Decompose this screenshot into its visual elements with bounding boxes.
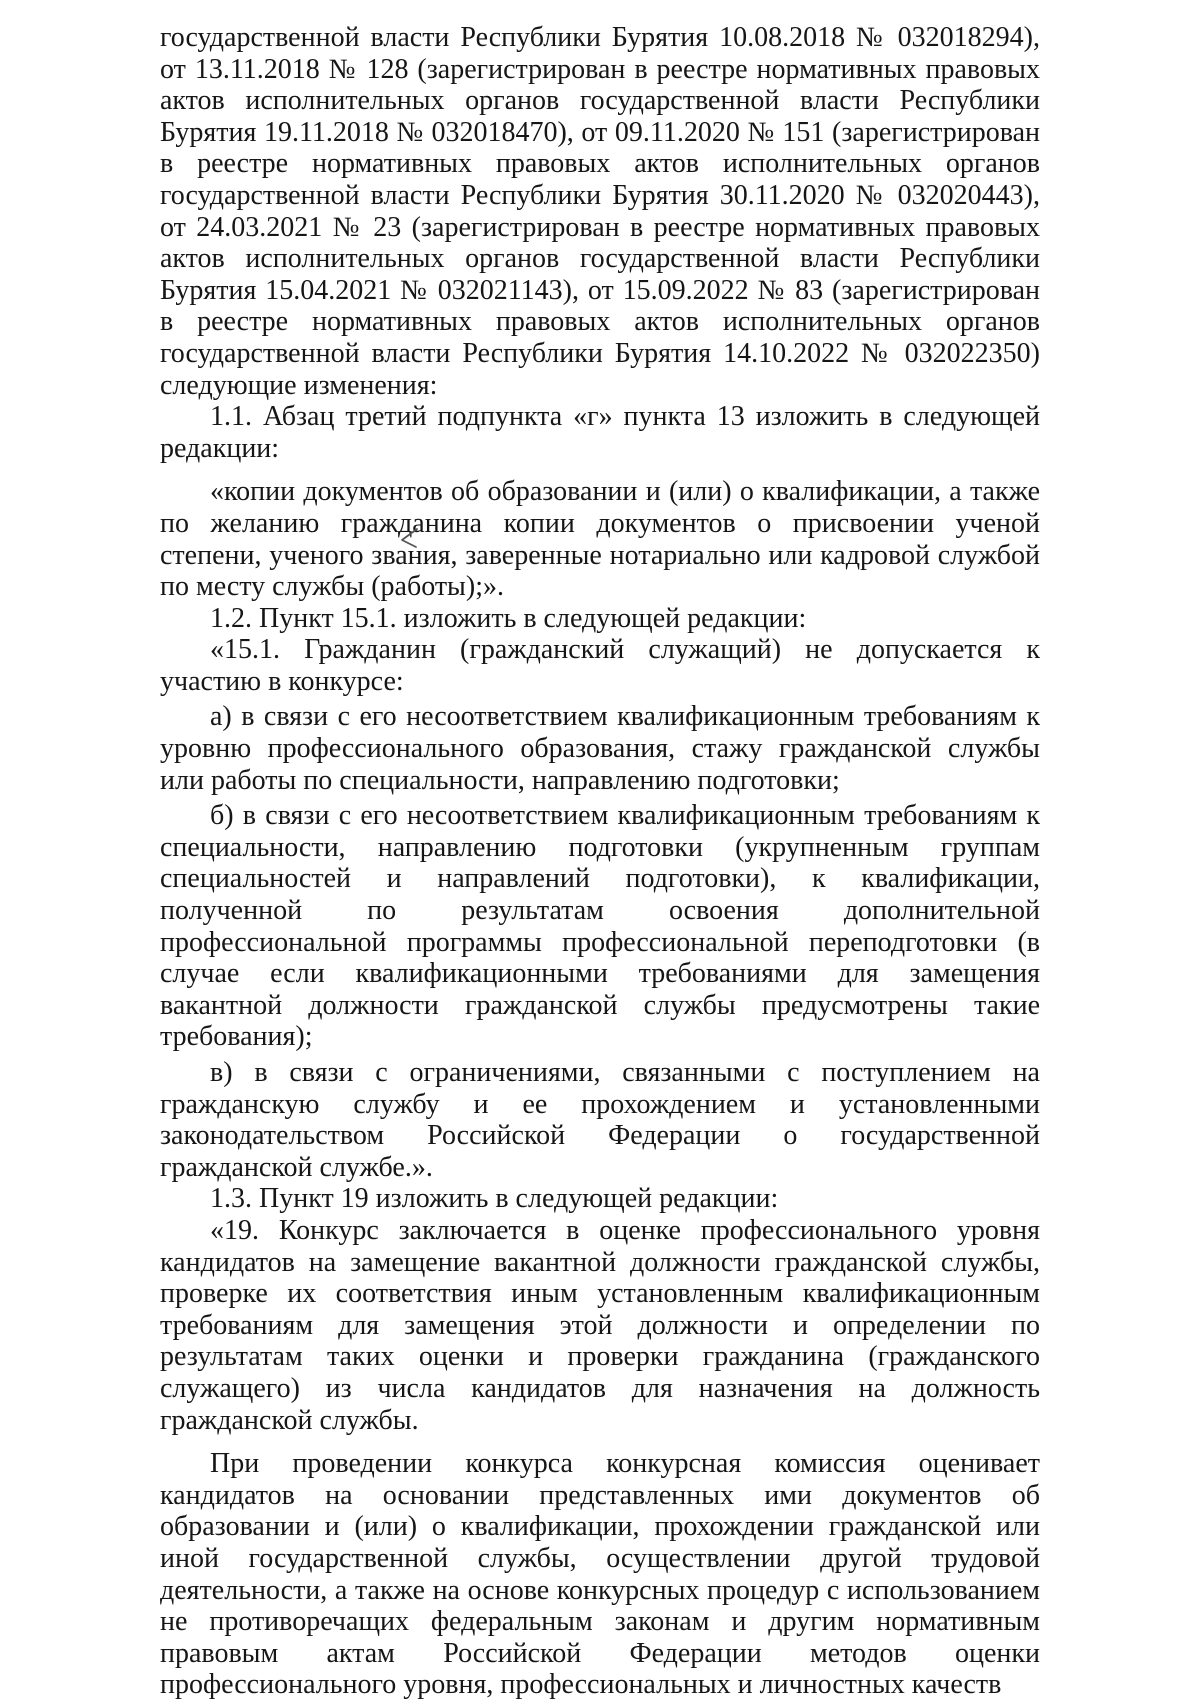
paragraph-quote-documents: «копии документов об образовании и (или) о квалификации, а также по желанию гражданина копии документов о присвоении ученой степени, ученого звания, заверенные нотариально или кадровой службой по месту службы (работы);». [160, 476, 1040, 603]
paragraph-item-1-1: 1.1. Абзац третий подпункта «г» пункта 13 изложить в следующей редакции: [160, 401, 1040, 464]
paragraph-item-1-3: 1.3. Пункт 19 изложить в следующей редакции: [210, 1183, 779, 1215]
paragraph-item-1-2: 1.2. Пункт 15.1. изложить в следующей редакции: [210, 602, 807, 634]
paragraph-amendments-list: государственной власти Республики Бурятия 10.08.2018 № 032018294), от 13.11.2018 № 128 (зарегистрирован в реестре нормативных правовых актов исполнительных органов государственной власти Республики Бурятия 19.11.2018 № 032018470), от 09.11.2020 № 151 (зарегистрирован в реестре нормативных правовых актов исполнительных органов государственной власти Республики Бурятия 30.11.2020 № 032020443), от 24.03.2021 № 23 (зарегистрирован в реестре нормативных правовых актов исполнительных органов государственной власти Республики Бурятия 15.04.2021 № 032021143), от 15.09.2022 № 83 (зарегистрирован в реестре нормативных правовых актов исполнительных органов государственной власти Республики Бурятия 14.10.2022 № 032022350) следующие изменения: [160, 22, 1040, 401]
paragraph-19: «19. Конкурс заключается в оценке профессионального уровня кандидатов на замещение вакантной должности гражданской службы, проверке их соответствия иным установленным квалификационным требованиям для замещения этой должности и определении по результатам таких оценки и проверки гражданина (гражданского служащего) из числа кандидатов для назначения на должность гражданской службы. [160, 1214, 1040, 1436]
paragraph-15-1: «15.1. Гражданин (гражданский служащий) не допускается к участию в конкурсе: [160, 634, 1040, 697]
paragraph-subitem-a: а) в связи с его несоответствием квалификационным требованиям к уровню профессионального образования, стажу гражданской службы или работы по специальности, направлению подготовки; [160, 701, 1040, 796]
paragraph-subitem-v: в) в связи с ограничениями, связанными с поступлением на гражданскую службу и ее прохождением и установленными законодательством Российской Федерации о государственной гражданской службе.». [160, 1057, 1040, 1183]
document-body [160, 22, 1040, 1701]
paragraph-subitem-b: б) в связи с его несоответствием квалификационным требованиям к специальности, направлению подготовки (укрупненным группам специальностей и направлений подготовки), к квалификации, полученной по результатам освоения дополнительной профессиональной программы профессиональной переподготовки (в случае если квалификационными требованиями для замещения вакантной должности гражданской службы предусмотрены такие требования); [160, 800, 1040, 1053]
paragraph-commission-evaluation: При проведении конкурса конкурсная комиссия оценивает кандидатов на основании представленных ими документов об образовании и (или) о квалификации, прохождении гражданской или иной государственной службы, осуществлении другой трудовой деятельности, а также на основе конкурсных процедур с использованием не противоречащих федеральным законам и другим нормативным правовым актам Российской Федерации методов оценки профессионального уровня, профессиональных и личностных качеств [160, 1448, 1040, 1701]
pen-check-mark-icon [398, 527, 420, 549]
